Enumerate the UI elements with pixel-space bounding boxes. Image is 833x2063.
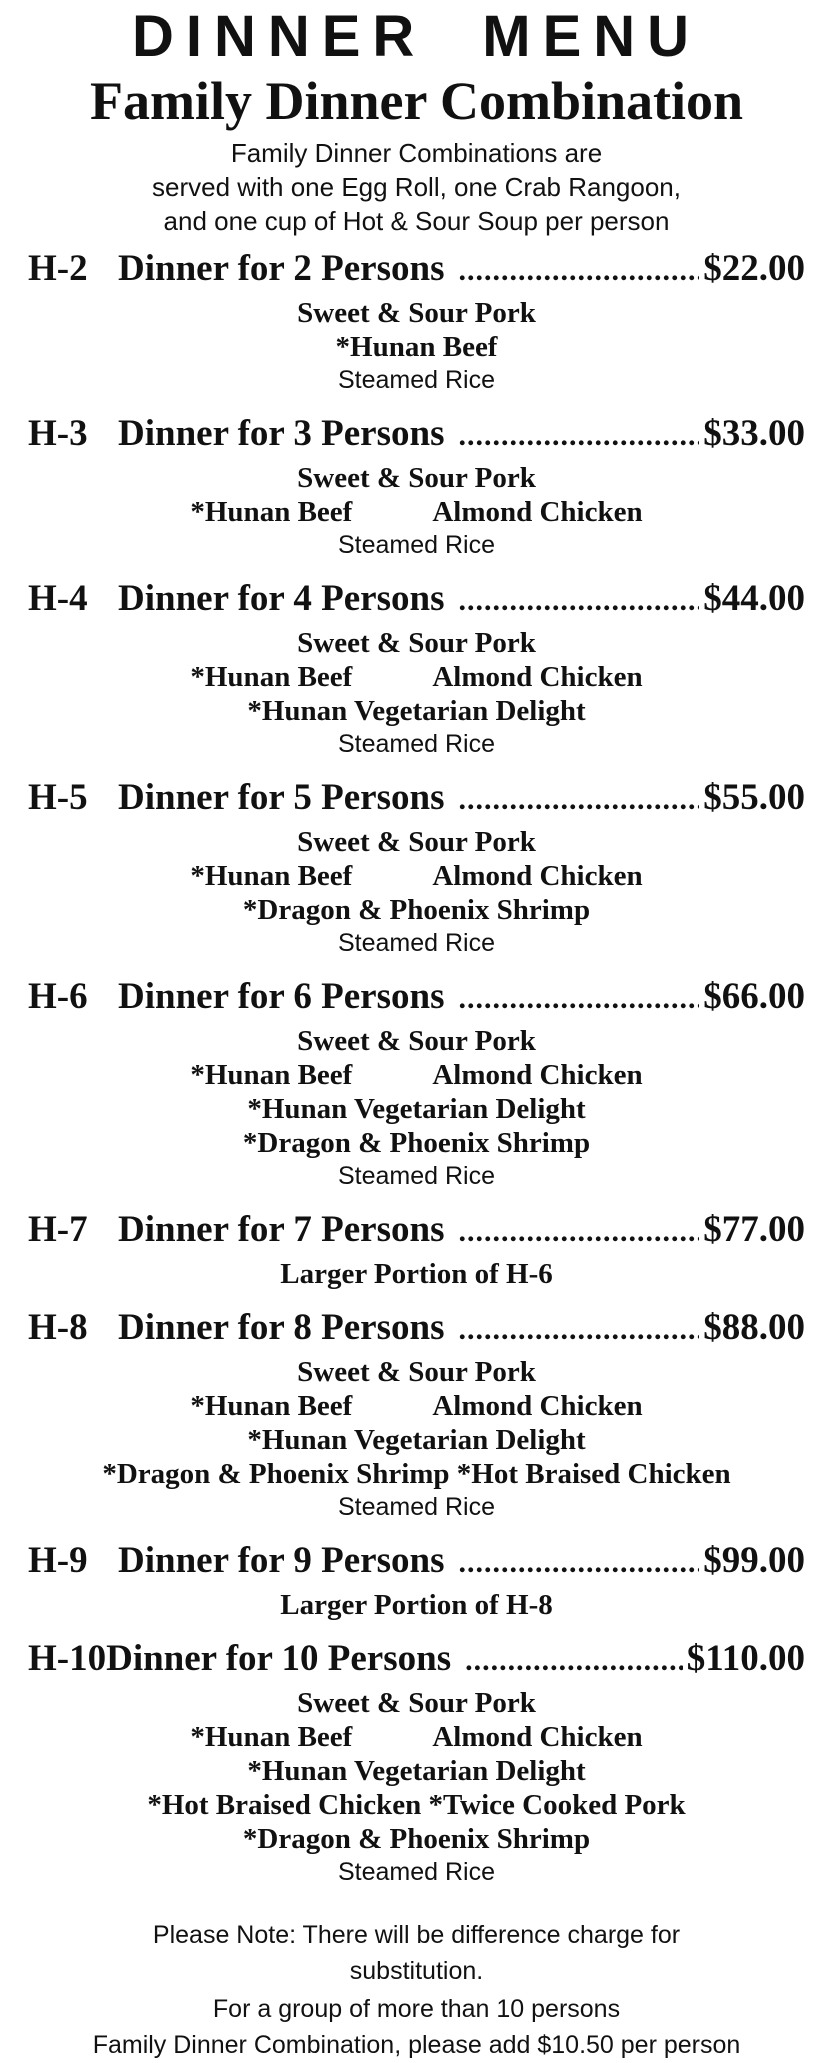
dish-list: [20, 626, 813, 761]
menu-item-heading: [20, 576, 813, 624]
side-dish: Steamed Rice: [337, 1162, 496, 1190]
menu-item: [20, 1538, 813, 1622]
dish-name: *Dragon & Phoenix Shrimp: [242, 1823, 591, 1855]
page-subtitle: Family Dinner Combination: [89, 71, 744, 131]
dish-line: [20, 1754, 813, 1788]
dot-leader: [458, 1307, 699, 1353]
dish-name: *Hunan Beef: [190, 496, 353, 528]
dish-name: Sweet & Sour Pork: [297, 462, 536, 494]
item-price: $44.00: [703, 578, 805, 619]
dish-list: [20, 461, 813, 562]
dot-leader: [458, 1209, 699, 1255]
item-name: Dinner for 3 Persons: [118, 413, 445, 454]
dish-name: *Hot Braised Chicken *Twice Cooked Pork: [147, 1789, 686, 1821]
dish-line: [20, 1126, 813, 1160]
dot-leader: [458, 578, 699, 624]
dish-name: *Hunan Vegetarian Delight: [247, 1755, 586, 1787]
dish-list: [20, 1355, 813, 1524]
dish-name: Almond Chicken: [432, 860, 643, 892]
item-price: $77.00: [703, 1209, 805, 1250]
item-price: $110.00: [686, 1638, 805, 1679]
dish-list: [20, 1686, 813, 1889]
item-price: $22.00: [703, 248, 805, 289]
item-code: H-3: [28, 413, 88, 454]
dot-leader: [465, 1638, 683, 1684]
dish-line: [20, 825, 813, 859]
menu-item: [20, 1207, 813, 1291]
menu-item-heading: [20, 1305, 813, 1353]
dish-line: [20, 1457, 813, 1491]
item-price: $33.00: [703, 413, 805, 454]
dish-line: [20, 461, 813, 495]
item-name: Dinner for 10 Persons: [106, 1638, 452, 1679]
item-code: H-9: [28, 1540, 88, 1581]
item-code: H-8: [28, 1307, 88, 1348]
item-code: H-2: [28, 248, 88, 289]
dish-line: [20, 495, 813, 529]
item-code: H-7: [28, 1209, 88, 1250]
page-title: [0, 0, 833, 70]
item-name: Dinner for 9 Persons: [118, 1540, 445, 1581]
dish-line: [20, 1389, 813, 1423]
intro-text: [0, 136, 833, 238]
dish-line: [20, 694, 813, 728]
dish-list: [20, 825, 813, 960]
title-word-menu: MENU: [482, 4, 702, 69]
menu-item: [20, 411, 813, 562]
dish-name: Almond Chicken: [432, 1721, 643, 1753]
dish-name: *Hunan Beef: [190, 1059, 353, 1091]
dish-line: [20, 296, 813, 330]
dish-name: Sweet & Sour Pork: [297, 1687, 536, 1719]
dish-line: [20, 1686, 813, 1720]
item-code: H-4: [28, 578, 88, 619]
dish-name: *Dragon & Phoenix Shrimp *Hot Braised Chicken: [102, 1458, 731, 1490]
menu-item: [20, 246, 813, 397]
item-code: H-5: [28, 777, 88, 818]
dish-name: *Hunan Vegetarian Delight: [247, 1093, 586, 1125]
item-name: Dinner for 5 Persons: [118, 777, 445, 818]
dish-name: Almond Chicken: [432, 661, 643, 693]
menu-item-heading: [20, 1538, 813, 1586]
side-dish: Steamed Rice: [337, 730, 496, 758]
dot-leader: [458, 1540, 699, 1586]
dish-line: [20, 1720, 813, 1754]
dish-line: [20, 1423, 813, 1457]
menu-item: [20, 576, 813, 761]
menu-item-heading: [20, 775, 813, 823]
dish-line: [20, 1822, 813, 1856]
dish-list: [20, 1588, 813, 1622]
title-word-dinner: DINNER: [131, 4, 427, 69]
dish-line: [20, 1257, 813, 1291]
dot-leader: [458, 413, 699, 459]
dish-name: Sweet & Sour Pork: [297, 627, 536, 659]
item-name: Dinner for 2 Persons: [118, 248, 445, 289]
dish-name: *Dragon & Phoenix Shrimp: [242, 894, 591, 926]
dish-line: [20, 660, 813, 694]
item-name: Dinner for 8 Persons: [118, 1307, 445, 1348]
dot-leader: [458, 976, 699, 1022]
item-name: Dinner for 6 Persons: [118, 976, 445, 1017]
footer-line: For a group of more than 10 persons: [212, 1995, 621, 2023]
dish-line: [20, 626, 813, 660]
item-code: H-6: [28, 976, 88, 1017]
side-dish: Steamed Rice: [337, 929, 496, 957]
dish-name: Sweet & Sour Pork: [297, 826, 536, 858]
dish-line: [20, 1024, 813, 1058]
dish-line: [20, 859, 813, 893]
dish-name: Larger Portion of H-8: [280, 1589, 553, 1621]
dish-name: *Hunan Beef: [335, 331, 498, 363]
menu-list: [0, 246, 833, 1889]
footer-line: Please Note: There will be difference charge for: [152, 1921, 681, 1949]
item-price: $99.00: [703, 1540, 805, 1581]
menu-item: [20, 775, 813, 960]
menu-item-heading: [20, 246, 813, 294]
dot-leader: [458, 248, 699, 294]
dish-list: [20, 1257, 813, 1291]
menu-item-heading: [20, 411, 813, 459]
dish-name: *Hunan Vegetarian Delight: [247, 695, 586, 727]
dish-name: Sweet & Sour Pork: [297, 1025, 536, 1057]
intro-line: served with one Egg Roll, one Crab Rangoon,: [152, 172, 681, 202]
dish-name: *Hunan Beef: [190, 661, 353, 693]
dish-line: [20, 1058, 813, 1092]
dish-name: *Hunan Beef: [190, 860, 353, 892]
dish-line: [20, 1788, 813, 1822]
menu-item-heading: [20, 974, 813, 1022]
dish-line: [20, 1588, 813, 1622]
item-name: Dinner for 4 Persons: [118, 578, 445, 619]
dish-line: [20, 1355, 813, 1389]
dish-name: *Dragon & Phoenix Shrimp: [242, 1127, 591, 1159]
menu-item: [20, 1305, 813, 1524]
dish-line: [20, 1092, 813, 1126]
footer-note: [0, 1917, 833, 2063]
dish-name: *Hunan Beef: [190, 1390, 353, 1422]
dish-name: Sweet & Sour Pork: [297, 1356, 536, 1388]
footer-line: Family Dinner Combination, please add $10.50 per person: [92, 2031, 741, 2059]
menu-item: [20, 974, 813, 1193]
dish-list: [20, 296, 813, 397]
dot-leader: [458, 777, 699, 823]
side-dish: Steamed Rice: [337, 366, 496, 394]
menu-item: [20, 1636, 813, 1889]
dish-name: Almond Chicken: [432, 1390, 643, 1422]
item-price: $88.00: [703, 1307, 805, 1348]
dish-list: [20, 1024, 813, 1193]
item-name: Dinner for 7 Persons: [118, 1209, 445, 1250]
dish-name: Almond Chicken: [432, 496, 643, 528]
footer-line: substitution.: [349, 1957, 484, 1985]
menu-item-heading: [20, 1207, 813, 1255]
dish-name: Larger Portion of H-6: [280, 1258, 553, 1290]
side-dish: Steamed Rice: [337, 1493, 496, 1521]
dish-line: [20, 893, 813, 927]
dish-name: *Hunan Vegetarian Delight: [247, 1424, 586, 1456]
item-price: $66.00: [703, 976, 805, 1017]
side-dish: Steamed Rice: [337, 531, 496, 559]
intro-line: Family Dinner Combinations are: [230, 138, 603, 168]
intro-line: and one cup of Hot & Sour Soup per person: [163, 206, 670, 236]
item-price: $55.00: [703, 777, 805, 818]
dish-line: [20, 330, 813, 364]
side-dish: Steamed Rice: [337, 1858, 496, 1886]
item-code: H-10: [28, 1638, 107, 1679]
dish-name: Almond Chicken: [432, 1059, 643, 1091]
dish-name: Sweet & Sour Pork: [297, 297, 536, 329]
menu-item-heading: [20, 1636, 813, 1684]
dish-name: *Hunan Beef: [190, 1721, 353, 1753]
